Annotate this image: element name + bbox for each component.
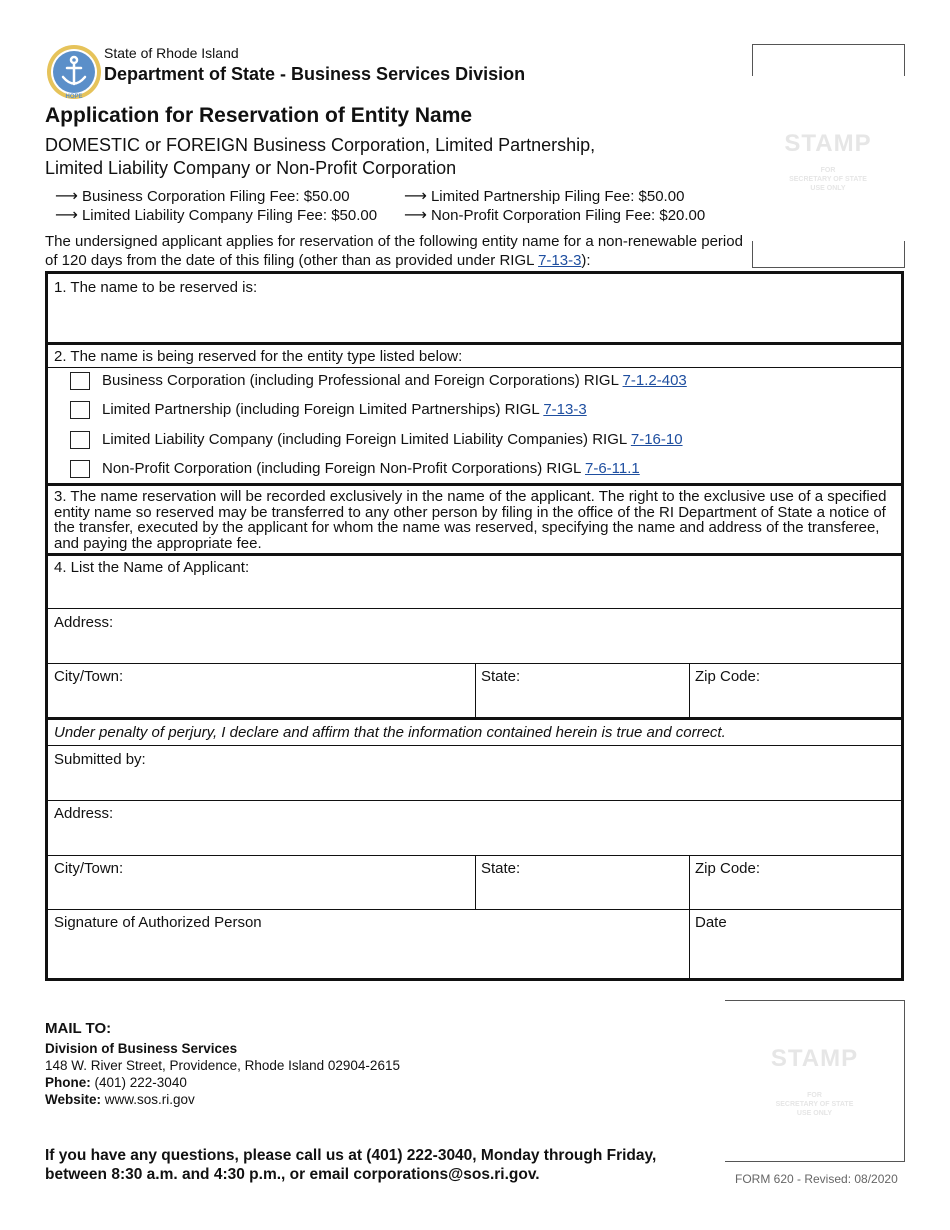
signature-input[interactable]: [54, 938, 686, 974]
submitted-by-input[interactable]: [54, 771, 896, 799]
applicant-city-label: City/Town:: [54, 668, 124, 685]
subtitle-line-2: Limited Liability Company or Non-Profit Corporation: [45, 158, 457, 178]
division-name: Division of Business Services: [45, 1041, 238, 1056]
signature-label: Signature of Authorized Person: [54, 914, 262, 931]
stamp-label-bottom: STAMP: [770, 1045, 859, 1072]
form-title: Application for Reservation of Entity Name: [45, 104, 473, 127]
submitter-state-label: State:: [481, 860, 521, 877]
applicant-name-input[interactable]: [54, 580, 896, 608]
checkbox-business-corporation[interactable]: [70, 372, 90, 390]
reserved-name-input[interactable]: [54, 308, 896, 338]
stamp-note-bottom: FOR SECRETARY OF STATE USE ONLY: [775, 1092, 854, 1117]
submitter-state-input[interactable]: [481, 880, 685, 908]
submitter-zip-input[interactable]: [695, 880, 899, 908]
section-1-label: 1. The name to be reserved is:: [54, 279, 258, 296]
submitter-zip-label: Zip Code:: [695, 860, 761, 877]
phone-line: Phone: (401) 222-3040: [45, 1075, 187, 1090]
applicant-zip-input[interactable]: [695, 688, 899, 716]
rigl-link-7-16-10[interactable]: 7-16-10: [630, 431, 683, 448]
perjury-affirmation: Under penalty of perjury, I declare and affirm that the information contained herein is true and correct.: [54, 724, 726, 741]
arrow-right-icon: ⟶: [55, 207, 78, 224]
form-number: FORM 620 - Revised: 08/2020: [735, 1172, 898, 1186]
website-line: Website: www.sos.ri.gov: [45, 1092, 195, 1107]
rigl-link-7-6-11-1[interactable]: 7-6-11.1: [584, 460, 640, 477]
applicant-name-label: 4. List the Name of Applicant:: [54, 559, 250, 576]
application-form: [45, 271, 904, 981]
applicant-address-input[interactable]: [54, 634, 896, 662]
applicant-zip-label: Zip Code:: [695, 668, 761, 685]
state-name: State of Rhode Island: [104, 45, 239, 61]
applicant-state-input[interactable]: [481, 688, 685, 716]
seal-text: HOPE: [65, 94, 83, 100]
checkbox-limited-partnership[interactable]: [70, 401, 90, 419]
department-name: Department of State - Business Services Division: [104, 64, 526, 84]
checkbox-non-profit[interactable]: [70, 460, 90, 478]
date-label: Date: [695, 914, 727, 931]
applicant-city-input[interactable]: [54, 688, 473, 716]
form-subtitle: [45, 134, 595, 180]
submitter-address-input[interactable]: [54, 825, 896, 853]
submitter-address-label: Address:: [54, 805, 114, 822]
date-input[interactable]: [695, 938, 899, 974]
fee-llc: ⟶ Limited Liability Company Filing Fee: $50.00: [55, 207, 378, 224]
submitter-city-input[interactable]: [54, 880, 473, 908]
fee-business-corporation: ⟶ Business Corporation Filing Fee: $50.00: [55, 188, 350, 205]
contact-note: If you have any questions, please call us at (401) 222-3040, Monday through Friday, between 8:30 a.m. and 4:30 p.m., or email corporations@sos.ri.gov.: [45, 1147, 657, 1183]
subtitle-line-1: DOMESTIC or FOREIGN Business Corporation, Limited Partnership,: [45, 135, 596, 155]
applicant-state-label: State:: [481, 668, 521, 685]
rigl-link-7-1-2-403[interactable]: 7-1.2-403: [622, 372, 687, 389]
rigl-link-7-13-3[interactable]: 7-13-3: [538, 252, 582, 269]
submitted-by-label: Submitted by:: [54, 751, 146, 768]
stamp-note: FOR SECRETARY OF STATE USE ONLY: [789, 167, 867, 192]
submitter-city-label: City/Town:: [54, 860, 124, 877]
stamp-label: STAMP: [784, 130, 872, 157]
mail-to-block: [45, 1020, 400, 1108]
intro-paragraph: The undersigned applicant applies for reservation of the following entity name for a non-renewable period of 120 days from the date of this filing (other than as provided under RIGL 7-13-3):: [45, 233, 743, 269]
arrow-right-icon: ⟶: [55, 188, 78, 205]
mail-to-heading: MAIL TO:: [45, 1020, 112, 1037]
stamp-box-top: [752, 44, 904, 268]
stamp-box-bottom: [725, 1000, 905, 1162]
mailing-address: 148 W. River Street, Providence, Rhode Island 02904-2615: [45, 1058, 400, 1073]
option-llc: Limited Liability Company (including Foreign Limited Liability Companies) RIGL 7-16-10: [70, 431, 683, 449]
state-seal: [46, 44, 102, 100]
arrow-right-icon: ⟶: [404, 188, 427, 205]
section-3-text: 3. The name reservation will be recorded exclusively in the name of the applicant. The right to the exclusive use of a specified entity name so reserved may be transferred to any other person by filing in the office of the RI Department of State a notice of the transfer, executed by the applicant for whom the name was reserved, specifying the name and address of the transferee, and paying the appropriate fee.: [54, 488, 887, 552]
fee-non-profit: ⟶ Non-Profit Corporation Filing Fee: $20.00: [404, 207, 706, 224]
checkbox-llc[interactable]: [70, 431, 90, 449]
option-business-corporation: Business Corporation (including Professional and Foreign Corporations) RIGL 7-1.2-403: [70, 372, 687, 390]
section-2-label: 2. The name is being reserved for the entity type listed below:: [54, 348, 463, 365]
rigl-link-7-13-3-lp[interactable]: 7-13-3: [543, 401, 587, 418]
website-link[interactable]: www.sos.ri.gov: [104, 1092, 195, 1107]
applicant-address-label: Address:: [54, 614, 114, 631]
option-non-profit: Non-Profit Corporation (including Foreign Non-Profit Corporations) RIGL 7-6-11.1: [70, 460, 640, 478]
option-limited-partnership: Limited Partnership (including Foreign Limited Partnerships) RIGL 7-13-3: [70, 401, 587, 419]
fee-limited-partnership: ⟶ Limited Partnership Filing Fee: $50.00: [404, 188, 685, 205]
arrow-right-icon: ⟶: [404, 207, 427, 224]
